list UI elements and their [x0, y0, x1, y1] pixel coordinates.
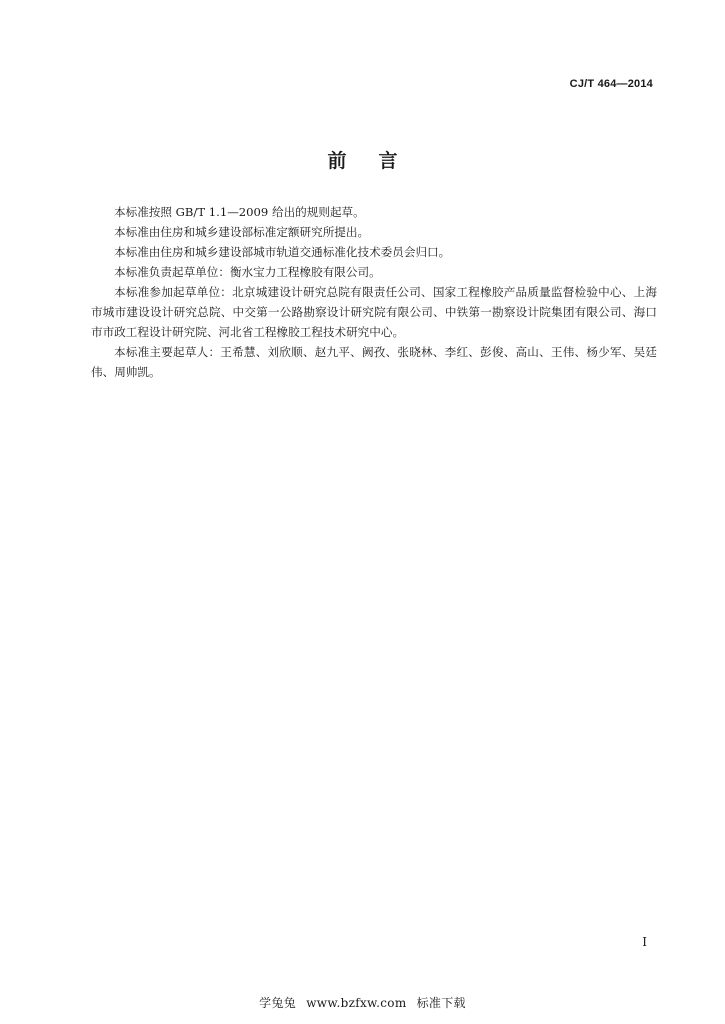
page-title: 前言 [327, 150, 430, 172]
page-number: I [642, 935, 647, 949]
footer-tagline: 标准下载 [416, 996, 466, 1010]
footer-watermark [0, 994, 725, 1011]
footer-site-name: 学兔兔 [259, 996, 297, 1010]
standard-code: CJ/T 464—2014 [569, 78, 653, 90]
paragraph-drafting-rules: 本标准按照 GB/T 1.1—2009 给出的规则起草。 [114, 205, 365, 219]
foreword-body [91, 202, 657, 382]
paragraph-committee: 本标准由住房和城乡建设部城市轨道交通标准化技术委员会归口。 [114, 245, 451, 259]
paragraph-lead-drafter: 本标准负责起草单位：衡水宝力工程橡胶有限公司。 [114, 265, 381, 279]
paragraph-main-drafters: 本标准主要起草人：王希慧、刘欣顺、赵九平、阙孜、张晓林、李红、彭俊、高山、王伟、杨少军、吴廷伟、周帅凯。 [91, 345, 657, 379]
footer-url: www.bzfxw.com [306, 996, 407, 1010]
paragraph-participating-units: 本标准参加起草单位：北京城建设计研究总院有限责任公司、国家工程橡胶产品质量监督检验中心、上海市城市建设设计研究总院、中交第一公路勘察设计研究院有限公司、中铁第一勘察设计院集团有限公司、海口市市政工程设计研究院、河北省工程橡胶工程技术研究中心。 [91, 285, 657, 339]
paragraph-proposer: 本标准由住房和城乡建设部标准定额研究所提出。 [114, 225, 370, 239]
